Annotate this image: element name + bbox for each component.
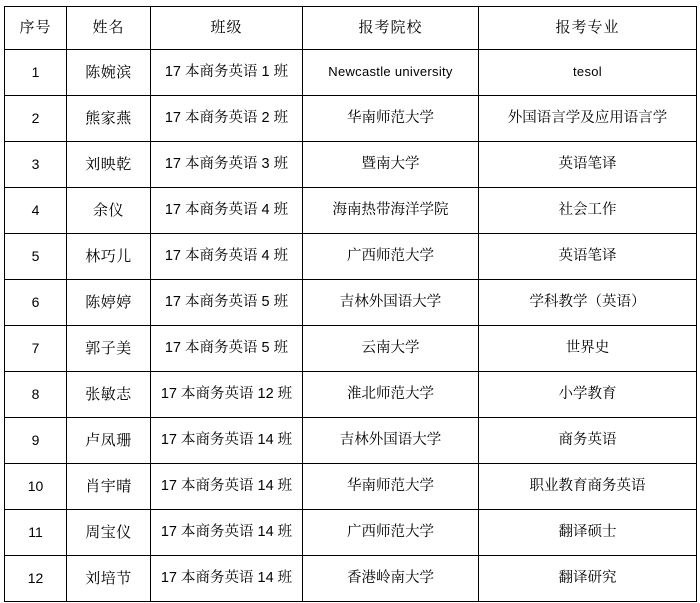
cell-name: 熊家燕 [67,96,151,142]
cell-class: 17 本商务英语 4 班 [151,234,303,280]
cell-major: 英语笔译 [479,234,697,280]
table-row [5,96,697,142]
cell-school: 广西师范大学 [303,510,479,556]
cell-name: 刘映乾 [67,142,151,188]
cell-school: 香港岭南大学 [303,556,479,602]
cell-school: 云南大学 [303,326,479,372]
cell-major: 学科教学（英语） [479,280,697,326]
table-row [5,326,697,372]
cell-school: 吉林外国语大学 [303,418,479,464]
cell-school: 海南热带海洋学院 [303,188,479,234]
table-header-row [5,7,697,50]
cell-index: 6 [5,280,67,326]
cell-class: 17 本商务英语 4 班 [151,188,303,234]
cell-name: 卢凤珊 [67,418,151,464]
cell-class: 17 本商务英语 12 班 [151,372,303,418]
column-header-name: 姓名 [67,7,151,50]
cell-class: 17 本商务英语 5 班 [151,280,303,326]
cell-class: 17 本商务英语 3 班 [151,142,303,188]
cell-name: 刘培节 [67,556,151,602]
table-row [5,142,697,188]
table-row [5,464,697,510]
cell-name: 陈婷婷 [67,280,151,326]
cell-class: 17 本商务英语 14 班 [151,510,303,556]
cell-index: 9 [5,418,67,464]
cell-major: 英语笔译 [479,142,697,188]
cell-index: 1 [5,50,67,96]
cell-class: 17 本商务英语 1 班 [151,50,303,96]
cell-major: 小学教育 [479,372,697,418]
table-row [5,50,697,96]
cell-index: 3 [5,142,67,188]
cell-name: 周宝仪 [67,510,151,556]
cell-class: 17 本商务英语 14 班 [151,556,303,602]
cell-school: 吉林外国语大学 [303,280,479,326]
column-header-major: 报考专业 [479,7,697,50]
cell-class: 17 本商务英语 14 班 [151,464,303,510]
cell-major: 社会工作 [479,188,697,234]
cell-name: 肖宇晴 [67,464,151,510]
cell-class: 17 本商务英语 2 班 [151,96,303,142]
cell-name: 陈婉滨 [67,50,151,96]
roster-table [4,6,697,602]
cell-class: 17 本商务英语 5 班 [151,326,303,372]
cell-school: 淮北师范大学 [303,372,479,418]
cell-major: 外国语言学及应用语言学 [479,96,697,142]
cell-major: tesol [479,50,697,96]
cell-index: 8 [5,372,67,418]
cell-major: 翻译研究 [479,556,697,602]
cell-index: 10 [5,464,67,510]
table-row [5,556,697,602]
table-header [5,7,697,50]
cell-index: 12 [5,556,67,602]
cell-name: 张敏志 [67,372,151,418]
table-row [5,188,697,234]
table-row [5,418,697,464]
cell-major: 世界史 [479,326,697,372]
cell-school: 华南师范大学 [303,464,479,510]
cell-major: 职业教育商务英语 [479,464,697,510]
cell-index: 7 [5,326,67,372]
cell-major: 翻译硕士 [479,510,697,556]
table-row [5,510,697,556]
table-body [5,50,697,602]
cell-school: 华南师范大学 [303,96,479,142]
cell-index: 5 [5,234,67,280]
cell-school: Newcastle university [303,50,479,96]
column-header-class: 班级 [151,7,303,50]
cell-index: 4 [5,188,67,234]
cell-index: 11 [5,510,67,556]
column-header-index: 序号 [5,7,67,50]
cell-name: 郭子美 [67,326,151,372]
table-row [5,234,697,280]
column-header-school: 报考院校 [303,7,479,50]
table-row [5,280,697,326]
cell-school: 广西师范大学 [303,234,479,280]
cell-index: 2 [5,96,67,142]
cell-class: 17 本商务英语 14 班 [151,418,303,464]
cell-name: 余仪 [67,188,151,234]
table-row [5,372,697,418]
cell-school: 暨南大学 [303,142,479,188]
cell-name: 林巧儿 [67,234,151,280]
cell-major: 商务英语 [479,418,697,464]
